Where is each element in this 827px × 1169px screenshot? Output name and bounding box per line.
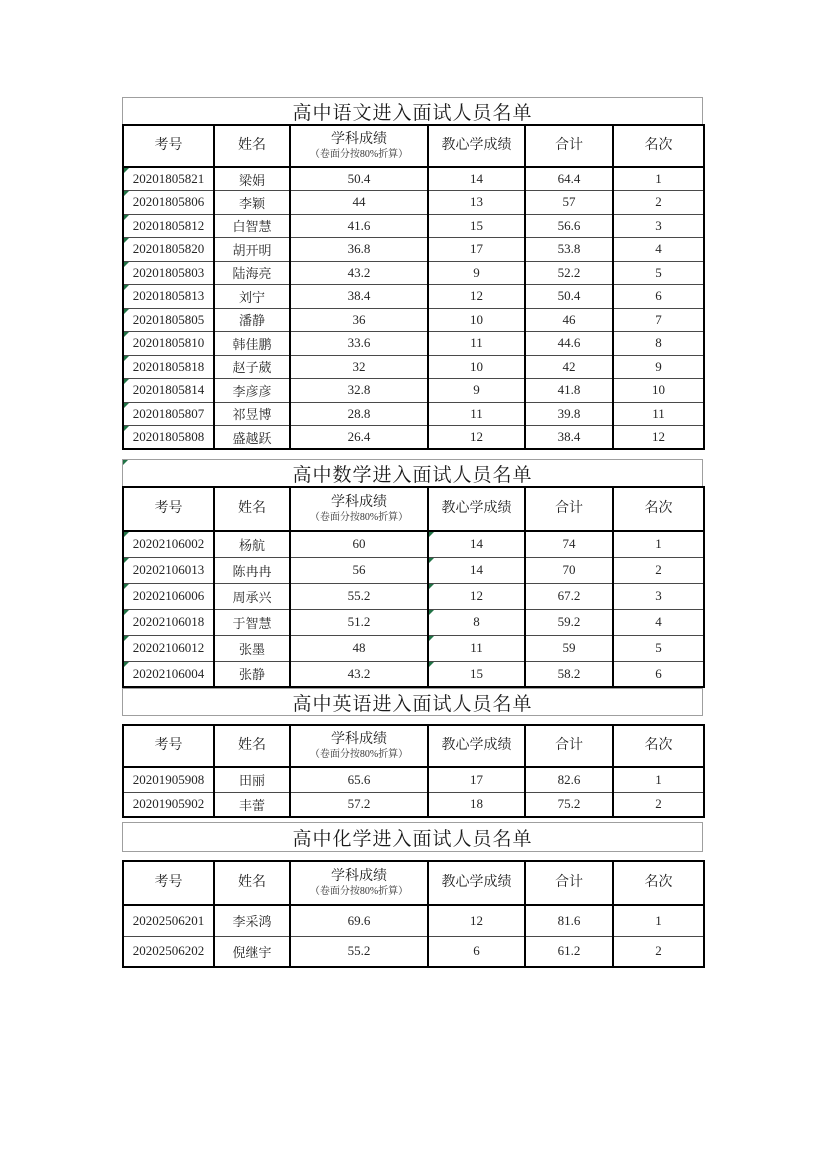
rank-cell: 4 (613, 238, 704, 262)
green-corner-marker-icon (124, 532, 129, 537)
table-row (123, 238, 704, 262)
header-exam-no: 考号 (123, 725, 214, 767)
pedagogy-score-cell: 15 (428, 214, 525, 238)
total-cell: 70 (525, 557, 613, 583)
header-subject-score-label: 学科成绩 (331, 869, 387, 885)
subject-score-cell: 55.2 (290, 936, 428, 967)
pedagogy-score-cell: 13 (428, 191, 525, 215)
total-cell: 64.4 (525, 167, 613, 191)
table-row (123, 531, 704, 557)
green-corner-marker-icon (124, 332, 129, 337)
name-cell: 梁娟 (214, 167, 290, 191)
name-cell: 盛越跃 (214, 426, 290, 450)
exam-no-cell: 20201805808 (123, 426, 214, 450)
pedagogy-score-cell: 14 (428, 167, 525, 191)
name-cell: 于智慧 (214, 609, 290, 635)
header-exam-no: 考号 (123, 861, 214, 905)
header-subject-score (290, 861, 428, 905)
header-subject-score-note: （卷面分按80%折算） (309, 748, 409, 760)
green-corner-marker-icon (124, 309, 129, 314)
name-cell: 陆海亮 (214, 261, 290, 285)
header-subject-score-note: （卷面分按80%折算） (309, 885, 409, 897)
rank-cell: 3 (613, 583, 704, 609)
name-cell: 潘静 (214, 308, 290, 332)
rank-cell: 7 (613, 308, 704, 332)
total-cell: 38.4 (525, 426, 613, 450)
pedagogy-score-cell: 11 (428, 332, 525, 356)
header-name: 姓名 (214, 725, 290, 767)
total-cell: 44.6 (525, 332, 613, 356)
name-cell: 李采鸿 (214, 905, 290, 936)
subject-score-cell: 32 (290, 355, 428, 379)
name-cell: 倪继宇 (214, 936, 290, 967)
name-cell: 李颖 (214, 191, 290, 215)
subject-score-cell: 48 (290, 635, 428, 661)
table-section-english (122, 688, 703, 818)
pedagogy-score-cell: 6 (428, 936, 525, 967)
rank-cell: 1 (613, 905, 704, 936)
total-cell: 42 (525, 355, 613, 379)
green-corner-marker-icon (124, 610, 129, 615)
total-cell: 61.2 (525, 936, 613, 967)
rank-cell: 8 (613, 332, 704, 356)
exam-no-cell: 20201805806 (123, 191, 214, 215)
subject-score-cell: 44 (290, 191, 428, 215)
green-corner-marker-icon (429, 662, 434, 667)
candidates-table-chinese (122, 124, 705, 450)
header-subject-score-label: 学科成绩 (331, 132, 387, 148)
green-corner-marker-icon (124, 285, 129, 290)
pedagogy-score-cell: 11 (428, 635, 525, 661)
table-row (123, 557, 704, 583)
pedagogy-score-cell: 14 (428, 557, 525, 583)
table-row (123, 792, 704, 817)
header-subject-score-label: 学科成绩 (331, 732, 387, 748)
header-row (123, 125, 704, 167)
green-corner-marker-icon (124, 584, 129, 589)
total-cell: 67.2 (525, 583, 613, 609)
header-row (123, 487, 704, 531)
name-cell: 刘宁 (214, 285, 290, 309)
header-name: 姓名 (214, 125, 290, 167)
name-cell: 田丽 (214, 767, 290, 792)
header-total: 合计 (525, 725, 613, 767)
green-corner-marker-icon (429, 532, 434, 537)
table-row (123, 661, 704, 687)
rank-cell: 2 (613, 936, 704, 967)
total-cell: 59 (525, 635, 613, 661)
header-exam-no: 考号 (123, 487, 214, 531)
exam-no-cell: 20201805813 (123, 285, 214, 309)
table-row (123, 583, 704, 609)
name-cell: 陈冉冉 (214, 557, 290, 583)
total-cell: 57 (525, 191, 613, 215)
pedagogy-score-cell: 8 (428, 609, 525, 635)
exam-no-cell: 20201805820 (123, 238, 214, 262)
exam-no-cell: 20202106002 (123, 531, 214, 557)
exam-no-cell: 20201805812 (123, 214, 214, 238)
pedagogy-score-cell: 12 (428, 583, 525, 609)
pedagogy-score-cell: 18 (428, 792, 525, 817)
table-row (123, 426, 704, 450)
rank-cell: 10 (613, 379, 704, 403)
subject-score-cell: 55.2 (290, 583, 428, 609)
table-row (123, 332, 704, 356)
pedagogy-score-cell: 12 (428, 285, 525, 309)
green-corner-marker-icon (124, 403, 129, 408)
green-corner-marker-icon (429, 610, 434, 615)
header-subject-score-note: （卷面分按80%折算） (309, 511, 409, 523)
table-row (123, 635, 704, 661)
green-corner-marker-icon (124, 238, 129, 243)
exam-no-cell: 20202106004 (123, 661, 214, 687)
exam-no-cell: 20202106013 (123, 557, 214, 583)
header-exam-no: 考号 (123, 125, 214, 167)
exam-no-cell: 20202106012 (123, 635, 214, 661)
header-rank: 名次 (613, 861, 704, 905)
total-cell: 50.4 (525, 285, 613, 309)
green-corner-marker-icon (124, 356, 129, 361)
header-name: 姓名 (214, 487, 290, 531)
subject-score-cell: 41.6 (290, 214, 428, 238)
rank-cell: 5 (613, 261, 704, 285)
header-rank: 名次 (613, 125, 704, 167)
header-row (123, 861, 704, 905)
subject-score-cell: 38.4 (290, 285, 428, 309)
header-subject-score (290, 487, 428, 531)
subject-score-cell: 36 (290, 308, 428, 332)
header-subject-score-label: 学科成绩 (331, 495, 387, 511)
subject-score-cell: 69.6 (290, 905, 428, 936)
green-corner-marker-icon (124, 168, 129, 173)
exam-no-cell: 20202106006 (123, 583, 214, 609)
pedagogy-score-cell: 11 (428, 402, 525, 426)
green-corner-marker-icon (124, 379, 129, 384)
header-pedagogy-score: 教心学成绩 (428, 487, 525, 531)
total-cell: 59.2 (525, 609, 613, 635)
green-corner-marker-icon (124, 191, 129, 196)
header-name: 姓名 (214, 861, 290, 905)
name-cell: 祁昱博 (214, 402, 290, 426)
green-corner-marker-icon (124, 662, 129, 667)
green-corner-marker-icon (123, 460, 128, 465)
pedagogy-score-cell: 12 (428, 426, 525, 450)
subject-score-cell: 57.2 (290, 792, 428, 817)
subject-score-cell: 50.4 (290, 167, 428, 191)
pedagogy-score-cell: 15 (428, 661, 525, 687)
table-row (123, 905, 704, 936)
name-cell: 李彦彦 (214, 379, 290, 403)
table-section-chinese (122, 97, 703, 450)
name-cell: 杨航 (214, 531, 290, 557)
pedagogy-score-cell: 17 (428, 238, 525, 262)
subject-score-cell: 65.6 (290, 767, 428, 792)
name-cell: 张静 (214, 661, 290, 687)
green-corner-marker-icon (124, 636, 129, 641)
rank-cell: 6 (613, 661, 704, 687)
header-pedagogy-score: 教心学成绩 (428, 861, 525, 905)
rank-cell: 6 (613, 285, 704, 309)
table-row (123, 285, 704, 309)
header-pedagogy-score: 教心学成绩 (428, 125, 525, 167)
exam-no-cell: 20201805807 (123, 402, 214, 426)
table-row (123, 191, 704, 215)
table-section-chemistry (122, 822, 703, 968)
table-row (123, 261, 704, 285)
header-total: 合计 (525, 861, 613, 905)
table-title: 高中化学进入面试人员名单 (122, 822, 703, 852)
table-row (123, 609, 704, 635)
header-subject-score (290, 725, 428, 767)
rank-cell: 2 (613, 557, 704, 583)
total-cell: 52.2 (525, 261, 613, 285)
table-row (123, 167, 704, 191)
table-title: 高中数学进入面试人员名单 (122, 459, 703, 486)
total-cell: 41.8 (525, 379, 613, 403)
subject-score-cell: 43.2 (290, 661, 428, 687)
exam-no-cell: 20201805821 (123, 167, 214, 191)
subject-score-cell: 36.8 (290, 238, 428, 262)
rank-cell: 2 (613, 191, 704, 215)
candidates-table-math (122, 486, 705, 688)
header-row (123, 725, 704, 767)
header-subject-score (290, 125, 428, 167)
exam-no-cell: 20202506201 (123, 905, 214, 936)
rank-cell: 9 (613, 355, 704, 379)
total-cell: 75.2 (525, 792, 613, 817)
subject-score-cell: 33.6 (290, 332, 428, 356)
header-pedagogy-score: 教心学成绩 (428, 725, 525, 767)
total-cell: 46 (525, 308, 613, 332)
table-row (123, 214, 704, 238)
header-rank: 名次 (613, 487, 704, 531)
exam-no-cell: 20201805814 (123, 379, 214, 403)
total-cell: 53.8 (525, 238, 613, 262)
header-rank: 名次 (613, 725, 704, 767)
total-cell: 74 (525, 531, 613, 557)
total-cell: 39.8 (525, 402, 613, 426)
table-row (123, 379, 704, 403)
exam-no-cell: 20201805818 (123, 355, 214, 379)
table-row (123, 767, 704, 792)
exam-no-cell: 20202506202 (123, 936, 214, 967)
green-corner-marker-icon (429, 584, 434, 589)
rank-cell: 3 (613, 214, 704, 238)
exam-no-cell: 20202106018 (123, 609, 214, 635)
green-corner-marker-icon (124, 262, 129, 267)
green-corner-marker-icon (124, 558, 129, 563)
name-cell: 丰蕾 (214, 792, 290, 817)
subject-score-cell: 56 (290, 557, 428, 583)
pedagogy-score-cell: 10 (428, 308, 525, 332)
header-total: 合计 (525, 487, 613, 531)
pedagogy-score-cell: 17 (428, 767, 525, 792)
table-section-math (122, 459, 703, 688)
table-title: 高中语文进入面试人员名单 (122, 97, 703, 124)
table-title: 高中英语进入面试人员名单 (122, 688, 703, 716)
subject-score-cell: 43.2 (290, 261, 428, 285)
name-cell: 赵子葳 (214, 355, 290, 379)
name-cell: 白智慧 (214, 214, 290, 238)
exam-no-cell: 20201805803 (123, 261, 214, 285)
subject-score-cell: 51.2 (290, 609, 428, 635)
green-corner-marker-icon (429, 636, 434, 641)
candidates-table-chemistry (122, 860, 705, 968)
pedagogy-score-cell: 10 (428, 355, 525, 379)
rank-cell: 11 (613, 402, 704, 426)
candidates-table-english (122, 724, 705, 818)
exam-no-cell: 20201905902 (123, 792, 214, 817)
table-row (123, 355, 704, 379)
header-total: 合计 (525, 125, 613, 167)
green-corner-marker-icon (429, 558, 434, 563)
pedagogy-score-cell: 14 (428, 531, 525, 557)
table-row (123, 308, 704, 332)
rank-cell: 4 (613, 609, 704, 635)
exam-no-cell: 20201805805 (123, 308, 214, 332)
pedagogy-score-cell: 12 (428, 905, 525, 936)
header-subject-score-note: （卷面分按80%折算） (309, 148, 409, 160)
subject-score-cell: 28.8 (290, 402, 428, 426)
total-cell: 81.6 (525, 905, 613, 936)
pedagogy-score-cell: 9 (428, 379, 525, 403)
rank-cell: 1 (613, 167, 704, 191)
table-row (123, 402, 704, 426)
rank-cell: 1 (613, 531, 704, 557)
rank-cell: 12 (613, 426, 704, 450)
exam-no-cell: 20201805810 (123, 332, 214, 356)
exam-no-cell: 20201905908 (123, 767, 214, 792)
subject-score-cell: 60 (290, 531, 428, 557)
rank-cell: 2 (613, 792, 704, 817)
table-row (123, 936, 704, 967)
name-cell: 周承兴 (214, 583, 290, 609)
total-cell: 82.6 (525, 767, 613, 792)
name-cell: 韩佳鹏 (214, 332, 290, 356)
pedagogy-score-cell: 9 (428, 261, 525, 285)
green-corner-marker-icon (124, 426, 129, 431)
green-corner-marker-icon (124, 215, 129, 220)
name-cell: 胡开明 (214, 238, 290, 262)
rank-cell: 5 (613, 635, 704, 661)
rank-cell: 1 (613, 767, 704, 792)
total-cell: 56.6 (525, 214, 613, 238)
subject-score-cell: 26.4 (290, 426, 428, 450)
subject-score-cell: 32.8 (290, 379, 428, 403)
name-cell: 张墨 (214, 635, 290, 661)
total-cell: 58.2 (525, 661, 613, 687)
